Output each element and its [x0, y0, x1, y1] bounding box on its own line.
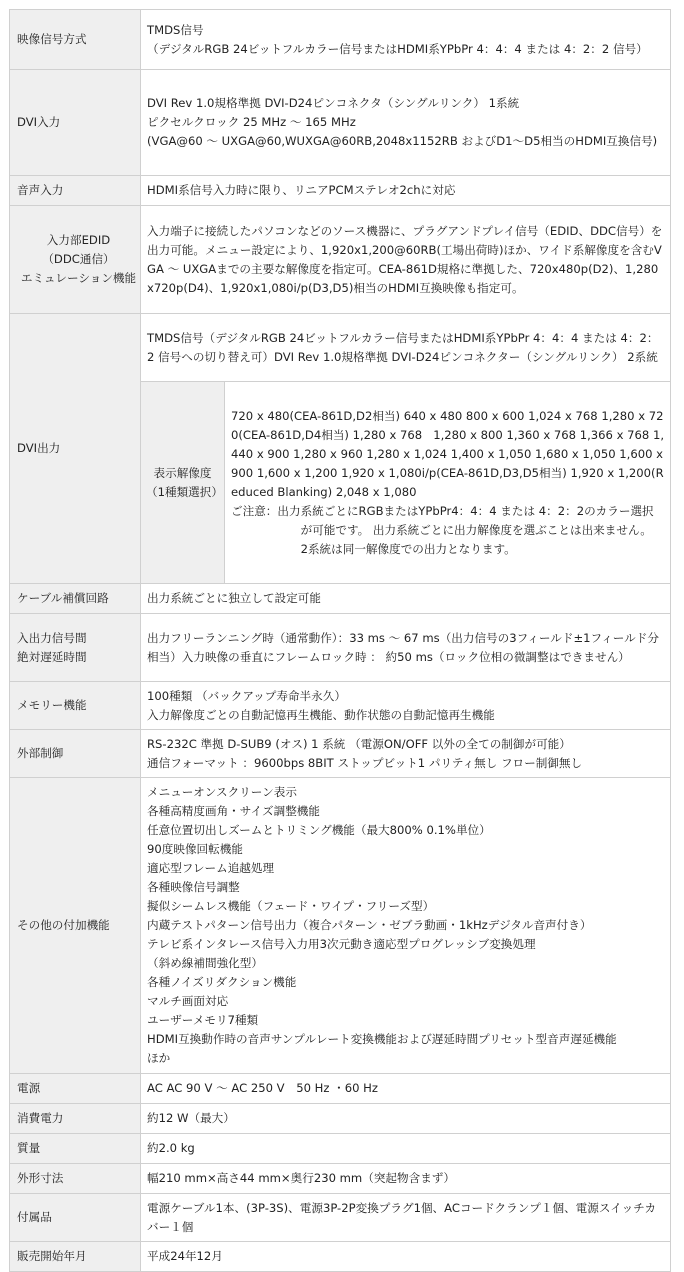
spec-row-power: [10, 1074, 671, 1104]
value-line: 幅210 mm×高さ44 mm×奥行230 mm（突起物含まず）: [147, 1171, 455, 1185]
spec-value: [141, 176, 671, 206]
label-line: 絶対遅延時間: [17, 649, 87, 664]
spec-label: メモリー機能: [10, 682, 141, 730]
spec-label: 質量: [10, 1134, 141, 1164]
spec-value: [141, 1194, 671, 1242]
value-line: HDMI互換動作時の音声サンプルレート変換機能および遅延時間プリセット型音声遅延機能: [147, 1032, 617, 1046]
value-line: テレビ系インタレース信号入力用3次元動き適応型プログレッシブ変換処理: [147, 937, 536, 951]
value-line: ご注意：出力系統ごとにRGBまたはYPbPr4：4：4 または 4：2：2のカラー選択: [231, 503, 654, 518]
value-line: 擬似シームレス機能（フェード・ワイプ・フリーズ型）: [147, 899, 435, 913]
label-line: （DDC通信）: [42, 252, 115, 266]
value-line: 100種類 （バックアップ寿命半永久）: [147, 688, 346, 703]
spec-label: 音声入力: [10, 176, 141, 206]
spec-row-edid: [10, 206, 671, 314]
spec-value: [141, 206, 671, 314]
value-line: 各種ノイズリダクション機能: [147, 975, 297, 989]
spec-value: [141, 1104, 671, 1134]
spec-row-dvi-input: [10, 70, 671, 176]
spec-value: [141, 614, 671, 682]
value-line: 内蔵テストパターン信号出力（複合パターン・ゼブラ動画・1kHzデジタル音声付き）: [147, 918, 592, 932]
value-line: メニューオンスクリーン表示: [147, 785, 297, 799]
value-line: マルチ画面対応: [147, 994, 229, 1008]
value-line: 90度映像回転機能: [147, 842, 243, 856]
value-line: 適応型フレーム追越処理: [147, 861, 275, 875]
value-line: 電源ケーブル1本、(3P-3S)、電源3P-2P変換プラグ1個、ACコードクランプ１個、電源スイッチカバー１個: [147, 1200, 657, 1234]
value-line: TMDS信号（デジタルRGB 24ビットフルカラー信号またはHDMI系YPbPr 4：4：4 または 4：2：2 信号への切り替え可）DVI Rev 1.0規格準拠 DVI-D24ピンコネクター（シングルリンク） 2系統: [147, 330, 659, 364]
label-line: エミュレーション機能: [20, 271, 137, 285]
spec-label: 映像信号方式: [10, 10, 141, 70]
value-line: 各種映像信号調整: [147, 880, 240, 894]
spec-value: [141, 682, 671, 730]
spec-row-cable-comp: [10, 584, 671, 614]
value-line: 平成24年12月: [147, 1249, 223, 1263]
spec-table: [9, 9, 671, 1272]
spec-label: DVI入力: [10, 70, 141, 176]
value-line: 出力系統ごとに独立して設定可能: [147, 591, 321, 605]
value-line: 約2.0 kg: [147, 1141, 195, 1155]
spec-label: DVI出力: [10, 314, 141, 584]
value-line: ユーザーメモリ7種類: [147, 1013, 259, 1027]
spec-row-dvi-output: [10, 314, 671, 382]
value-line: が可能です。 出力系統ごとに出力解像度を選ぶことは出来ません。: [231, 522, 652, 537]
spec-value: [141, 584, 671, 614]
value-line: 入力解像度ごとの自動記憶再生機能、動作状態の自動記憶再生機能: [147, 707, 495, 722]
spec-value: [141, 70, 671, 176]
value-line: TMDS信号: [147, 22, 204, 37]
spec-label: [10, 206, 141, 314]
label-line: 表示解像度: [153, 465, 212, 480]
spec-label: 外形寸法: [10, 1164, 141, 1194]
value-line: HDMI系信号入力時に限り、リニアPCMステレオ2chに対応: [147, 183, 456, 197]
value-line: DVI Rev 1.0規格準拠 DVI-D24ピンコネクタ（シングルリンク） 1系統: [147, 96, 520, 110]
value-line: ほか: [147, 1051, 171, 1065]
value-line: AC AC 90 V ～ AC 250 V 50 Hz ・60 Hz: [147, 1081, 378, 1095]
spec-row-video-signal: [10, 10, 671, 70]
spec-value: [141, 1164, 671, 1194]
spec-row-dimensions: [10, 1164, 671, 1194]
spec-value: [141, 314, 671, 382]
value-line: ピクセルクロック 25 MHz ～ 165 MHz: [147, 115, 356, 129]
value-line: 720 x 480(CEA-861D,D2相当) 640 x 480 800 x 600 1,024 x 768 1,280 x 720(CEA-861D,D4相当) 1,280 x 768 1,280 x 800 1,360 x 768 1,366 x 768 1,440 x 900 1,280 x 960 1,280 x 1,024 1,400 x 1,050 1,680 x 1,050 1,600 x 900 1,600 x 1,200 1,920 x 1,080i/p(CEA-861D,D3,D5相当) 1,920 x 1,200(Reduced Blanking) 2,048 x 1,080: [231, 408, 667, 499]
spec-value: [141, 1074, 671, 1104]
value-line: 各種高精度画角・サイズ調整機能: [147, 804, 320, 818]
spec-row-other-features: [10, 778, 671, 1074]
sub-value: [225, 382, 671, 584]
spec-label: その他の付加機能: [10, 778, 141, 1074]
value-line: 入力端子に接続したパソコンなどのソース機器に、プラグアンドプレイ信号（EDID、DDC信号）を出力可能。メニュー設定により、1,920x1,200@60RB(工場出荷時)ほか、ワイド系解像度を含むVGA ～ UXGAまでの主要な解像度を指定可。CEA-861D規格に準拠した、720x480p(D2)、1,280x720p(D4)、1,920x1,080i/p(D3,D5)相当のHDMI互換映像も指定可。: [147, 223, 663, 295]
spec-label: 外部制御: [10, 730, 141, 778]
spec-row-weight: [10, 1134, 671, 1164]
value-line: 出力フリーランニング時（通常動作）：33 ms ～ 67 ms（出力信号の3フィールド±1フィールド分相当）入力映像の垂直にフレームロック時 ： 約50 ms（ロック位相の微調整はできません）: [147, 630, 659, 664]
sub-label: [141, 382, 225, 584]
spec-value: [141, 10, 671, 70]
spec-label: 消費電力: [10, 1104, 141, 1134]
value-line: （デジタルRGB 24ビットフルカラー信号またはHDMI系YPbPr 4：4：4 または 4：2：2 信号）: [147, 41, 648, 56]
label-line: （1種類選択）: [146, 484, 223, 499]
value-line: （斜め線補間強化型）: [147, 956, 263, 970]
spec-value: [141, 778, 671, 1074]
spec-value: [141, 730, 671, 778]
spec-row-memory: [10, 682, 671, 730]
spec-label: 電源: [10, 1074, 141, 1104]
label-line: 入力部EDID: [46, 233, 111, 247]
label-line: 入出力信号間: [17, 630, 87, 645]
spec-row-latency: [10, 614, 671, 682]
spec-value: [141, 1242, 671, 1272]
spec-value: [141, 1134, 671, 1164]
spec-row-accessories: [10, 1194, 671, 1242]
spec-row-consumption: [10, 1104, 671, 1134]
value-line: 通信フォーマット ：9600bps 8BIT ストップビット1 パリティ無し フロー制御無し: [147, 755, 583, 770]
spec-label: ケーブル補償回路: [10, 584, 141, 614]
spec-row-audio-input: [10, 176, 671, 206]
value-line: 任意位置切出しズームとトリミング機能（最大800% 0.1%単位）: [147, 823, 491, 837]
value-line: (VGA@60 ～ UXGA@60,WUXGA@60RB,2048x1152RB およびD1～D5相当のHDMI互換信号): [147, 134, 658, 148]
spec-row-external-control: [10, 730, 671, 778]
value-line: RS-232C 準拠 D-SUB9 (オス) 1 系統 （電源ON/OFF 以外の全ての制御が可能）: [147, 736, 571, 751]
value-line: 約12 W（最大）: [147, 1111, 235, 1125]
spec-label: [10, 614, 141, 682]
spec-row-release-date: [10, 1242, 671, 1272]
value-line: 2系統は同一解像度での出力となります。: [231, 541, 516, 556]
spec-label: 販売開始年月: [10, 1242, 141, 1272]
spec-label: 付属品: [10, 1194, 141, 1242]
